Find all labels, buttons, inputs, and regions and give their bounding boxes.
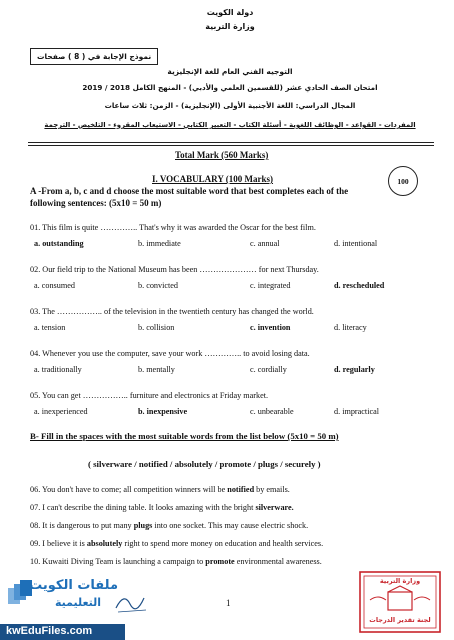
answer-model-box: نموذج الإجابة في ( 8 ) صفحات (30, 48, 158, 65)
option-b: b. mentally (138, 365, 175, 374)
part-a-instruction-2: following sentences: (5x10 = 50 m) (30, 198, 162, 208)
stamp-top-text: وزارة التربية (379, 577, 421, 585)
sentence-answer: notified (227, 485, 255, 494)
option-d: d. intentional (334, 239, 378, 248)
header-divider (28, 142, 434, 143)
option-c: c. cordially (250, 365, 287, 374)
sentence-7 (30, 503, 294, 513)
option-a: a. traditionally (34, 365, 82, 374)
exam-title: امتحان الصف الحادي عشر (للقسمين العلمي والأدبي) - المنهج الكامل 2018 / 2019 (82, 83, 378, 92)
sentence-answer: promote (205, 557, 235, 566)
page-number: 1 (226, 598, 231, 608)
option-c: c. invention (250, 323, 291, 332)
sentence-9 (30, 539, 323, 549)
option-b: b. convicted (138, 281, 179, 290)
sentence-text: 09. I believe it is (30, 539, 87, 548)
part-a-instruction-1: A -From a, b, c and d choose the most suitable word that best completes each of the (30, 186, 349, 196)
state-name: دولة الكويت (206, 8, 254, 17)
sentence-text: 07. I can't describe the dining table. It looks amazing with the bright (30, 503, 256, 512)
sentence-6 (30, 485, 290, 495)
option-b: b. inexpensive (138, 407, 188, 416)
question-text: 03. The …………….. of the television in the twentieth century has changed the world. (30, 307, 314, 316)
sentence-text-end: right to spend more money on education and health services. (122, 539, 324, 548)
sentence-text-end: by emails. (254, 485, 290, 494)
sentence-answer: plugs (133, 521, 153, 530)
word-list: ( silverware / notified / absolutely / promote / plugs / securely ) (88, 459, 321, 469)
option-c: c. annual (250, 239, 280, 248)
option-b: b. immediate (138, 239, 181, 248)
ministry-name: وزارة التربية (205, 22, 255, 31)
watermark-title: ملفات الكويت (29, 578, 118, 593)
total-mark: Total Mark (560 Marks) (175, 150, 269, 160)
option-d: d. literacy (334, 323, 367, 332)
option-b: b. collision (138, 323, 175, 332)
sentence-text: 10. Kuwaiti Diving Team is launching a campaign to (30, 557, 206, 566)
stamp-bottom-text: لجنة تقدير الدرجات (369, 616, 431, 624)
option-d: d. regularly (334, 365, 375, 374)
sentence-text: 06. You don't have to come; all competition winners will be (30, 485, 228, 494)
option-a: a. tension (34, 323, 66, 332)
header-divider-2 (28, 145, 434, 146)
option-c: c. integrated (250, 281, 291, 290)
subject-line: المجال الدراسي: اللغة الأجنبية الأولى (الإنجليزية) - الزمن: ثلاث ساعات (104, 101, 356, 110)
section-title: I. VOCABULARY (100 Marks) (152, 174, 274, 184)
option-d: d. impractical (334, 407, 380, 416)
option-a: a. consumed (34, 281, 75, 290)
option-a: a. outstanding (34, 239, 84, 248)
supervision-line: التوجيه الفني العام للغة الإنجليزية (167, 67, 293, 76)
sentence-text-end: into one socket. This may cause electric shock. (152, 521, 309, 530)
option-a: a. inexperienced (34, 407, 88, 416)
sentence-8 (30, 521, 308, 531)
watermark-url: kwEduFiles.com (6, 625, 93, 637)
sentence-answer: silverware. (255, 503, 294, 512)
grading-stamp (358, 570, 442, 634)
sentence-text: 08. It is dangerous to put many (30, 521, 134, 530)
question-text: 01. This film is quite ………….. That's why it was awarded the Oscar for the best film. (30, 223, 316, 232)
sentence-text-end: environmental awareness. (234, 557, 322, 566)
question-text: 02. Our field trip to the National Museum has been ………………… for next Thursday. (30, 265, 319, 274)
watermark (0, 576, 125, 640)
question-text: 04. Whenever you use the computer, save your work ………….. to avoid losing data. (30, 349, 310, 358)
topics-line: المفردات - القواعد - الوظائف اللغوية - أسئلة الكتاب - التعبير الكتابي - الاستيعاب المقروء - التلخيص - الترجمة (44, 121, 416, 129)
signature-mark (112, 588, 152, 618)
question-text: 05. You can get …………….. furniture and electronics at Friday market. (30, 391, 269, 400)
option-d: d. rescheduled (334, 281, 385, 290)
part-b-instruction: B- Fill in the spaces with the most suitable words from the list below (5x10 = 50 m) (30, 431, 339, 441)
score-circle: 100 (388, 166, 418, 196)
option-c: c. unbearable (250, 407, 294, 416)
watermark-subtitle: التعليمية (54, 596, 102, 609)
sentence-answer: absolutely (86, 539, 123, 548)
sentence-10 (30, 557, 322, 567)
